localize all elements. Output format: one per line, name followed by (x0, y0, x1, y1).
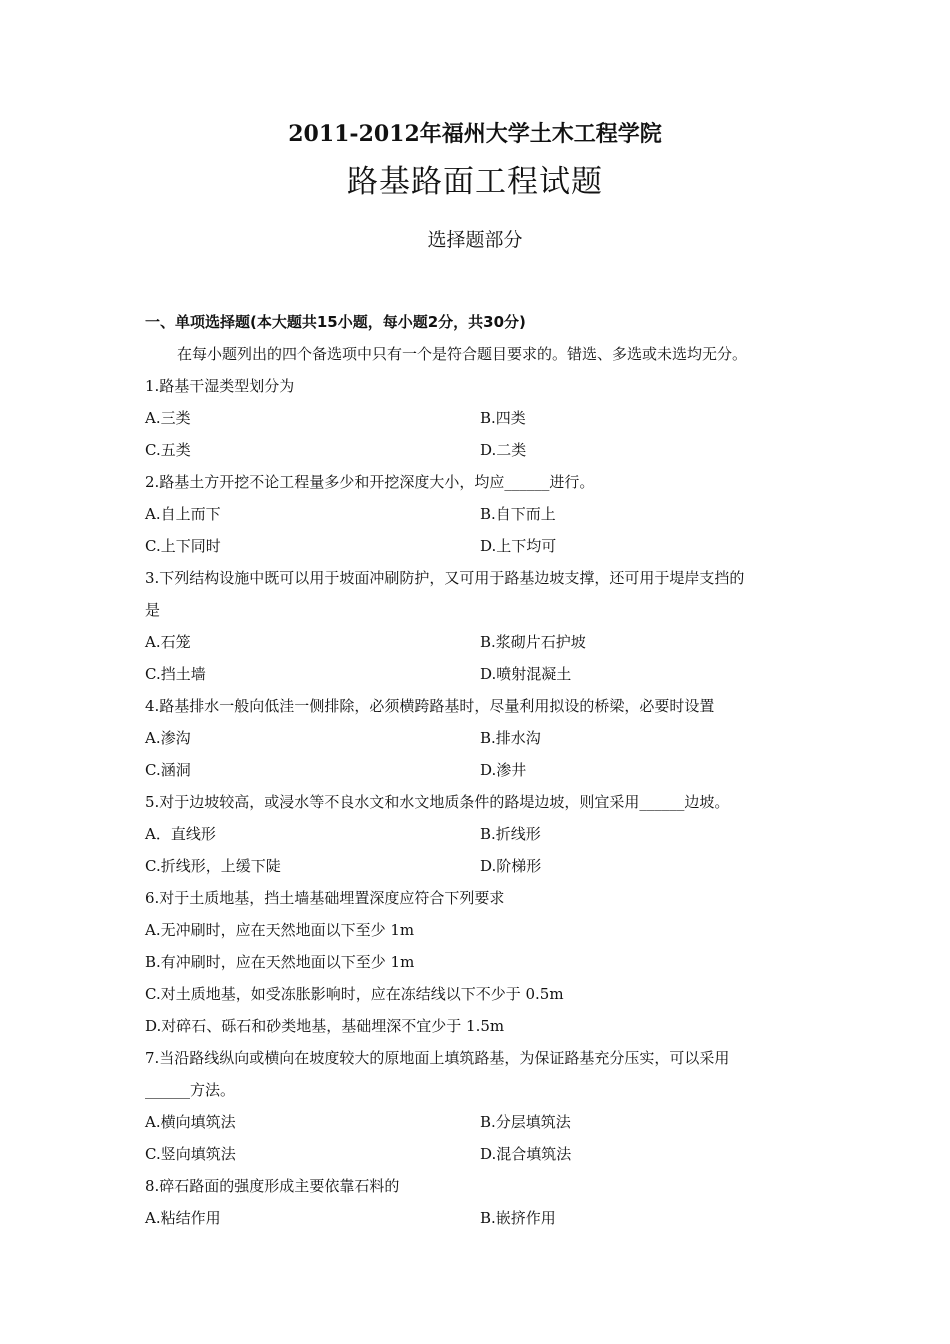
question-stem: 8.碎石路面的强度形成主要依靠石料的 (145, 1177, 400, 1195)
option-row (145, 402, 815, 434)
question-stem: 5.对于边坡较高，或浸水等不良水文和水文地质条件的路堤边坡，则宜采用______边坡。 (145, 793, 730, 811)
option-b: B.四类 (480, 409, 526, 427)
option-c: C.折线形，上缓下陡 (145, 857, 281, 875)
question-stem: 6.对于土质地基，挡土墙基础埋置深度应符合下列要求 (145, 889, 505, 907)
question-stem: 1.路基干湿类型划分为 (145, 377, 295, 395)
question-stem: 4.路基排水一般向低洼一侧排除，必须横跨路基时，尽量利用拟设的桥梁，必要时设置 (145, 697, 715, 715)
option-a: A.自上而下 (145, 505, 221, 523)
section-subtitle: 选择题部分 (427, 229, 523, 251)
year-title: 2011-2012年福州大学土木工程学院 (288, 121, 662, 147)
option-d: D.混合填筑法 (480, 1145, 572, 1163)
option-row (145, 722, 815, 754)
option-a: A．直线形 (145, 825, 216, 843)
option-a: A.三类 (145, 409, 191, 427)
section-instruction: 在每小题列出的四个备选项中只有一个是符合题目要求的。错选、多选或未选均无分。 (177, 345, 748, 363)
option-d: D.对碎石、砾石和砂类地基，基础埋深不宜少于 1.5m (145, 1017, 505, 1035)
option-row (145, 626, 815, 658)
option-d: D.渗井 (480, 761, 527, 779)
question-stem: 2.路基土方开挖不论工程量多少和开挖深度大小，均应______进行。 (145, 473, 595, 491)
option-b: B.分层填筑法 (480, 1113, 571, 1131)
option-d: D.二类 (480, 441, 527, 459)
question-stem-continued: 是 (145, 601, 161, 619)
option-a: A.横向填筑法 (145, 1113, 236, 1131)
option-b: B.有冲刷时，应在天然地面以下至少 1m (145, 953, 415, 971)
option-row (145, 658, 815, 690)
option-row (145, 1106, 815, 1138)
section-heading: 一、单项选择题(本大题共15小题，每小题2分，共30分) (145, 313, 526, 331)
question-stem: 3.下列结构设施中既可以用于坡面冲刷防护，又可用于路基边坡支撑，还可用于堤岸支挡的 (145, 569, 745, 587)
option-a: A.粘结作用 (145, 1209, 221, 1227)
option-a: A.无冲刷时，应在天然地面以下至少 1m (145, 921, 415, 939)
option-c: C.上下同时 (145, 537, 221, 555)
option-c: C.竖向填筑法 (145, 1145, 236, 1163)
option-a: A.渗沟 (145, 729, 191, 747)
option-c: C.挡土墙 (145, 665, 206, 683)
option-row (145, 754, 815, 786)
option-a: A.石笼 (145, 633, 191, 651)
option-row (145, 850, 815, 882)
option-c: C.五类 (145, 441, 191, 459)
option-b: B.排水沟 (480, 729, 541, 747)
page-title: 路基路面工程试题 (347, 164, 603, 200)
option-b: B.嵌挤作用 (480, 1209, 556, 1227)
question-stem-continued: ______方法。 (145, 1081, 236, 1099)
option-row (145, 1202, 815, 1234)
question-stem: 7.当沿路线纵向或横向在坡度较大的原地面上填筑路基，为保证路基充分压实，可以采用 (145, 1049, 730, 1067)
exam-body (145, 306, 815, 1234)
option-row (145, 498, 815, 530)
option-row (145, 818, 815, 850)
option-c: C.涵洞 (145, 761, 191, 779)
option-b: B.折线形 (480, 825, 541, 843)
option-row (145, 530, 815, 562)
option-row (145, 1138, 815, 1170)
option-d: D.上下均可 (480, 537, 557, 555)
option-row (145, 434, 815, 466)
option-c: C.对土质地基，如受冻胀影响时，应在冻结线以下不少于 0.5m (145, 985, 564, 1003)
option-d: D.喷射混凝土 (480, 665, 572, 683)
option-b: B.浆砌片石护坡 (480, 633, 586, 651)
option-b: B.自下而上 (480, 505, 556, 523)
option-d: D.阶梯形 (480, 857, 542, 875)
